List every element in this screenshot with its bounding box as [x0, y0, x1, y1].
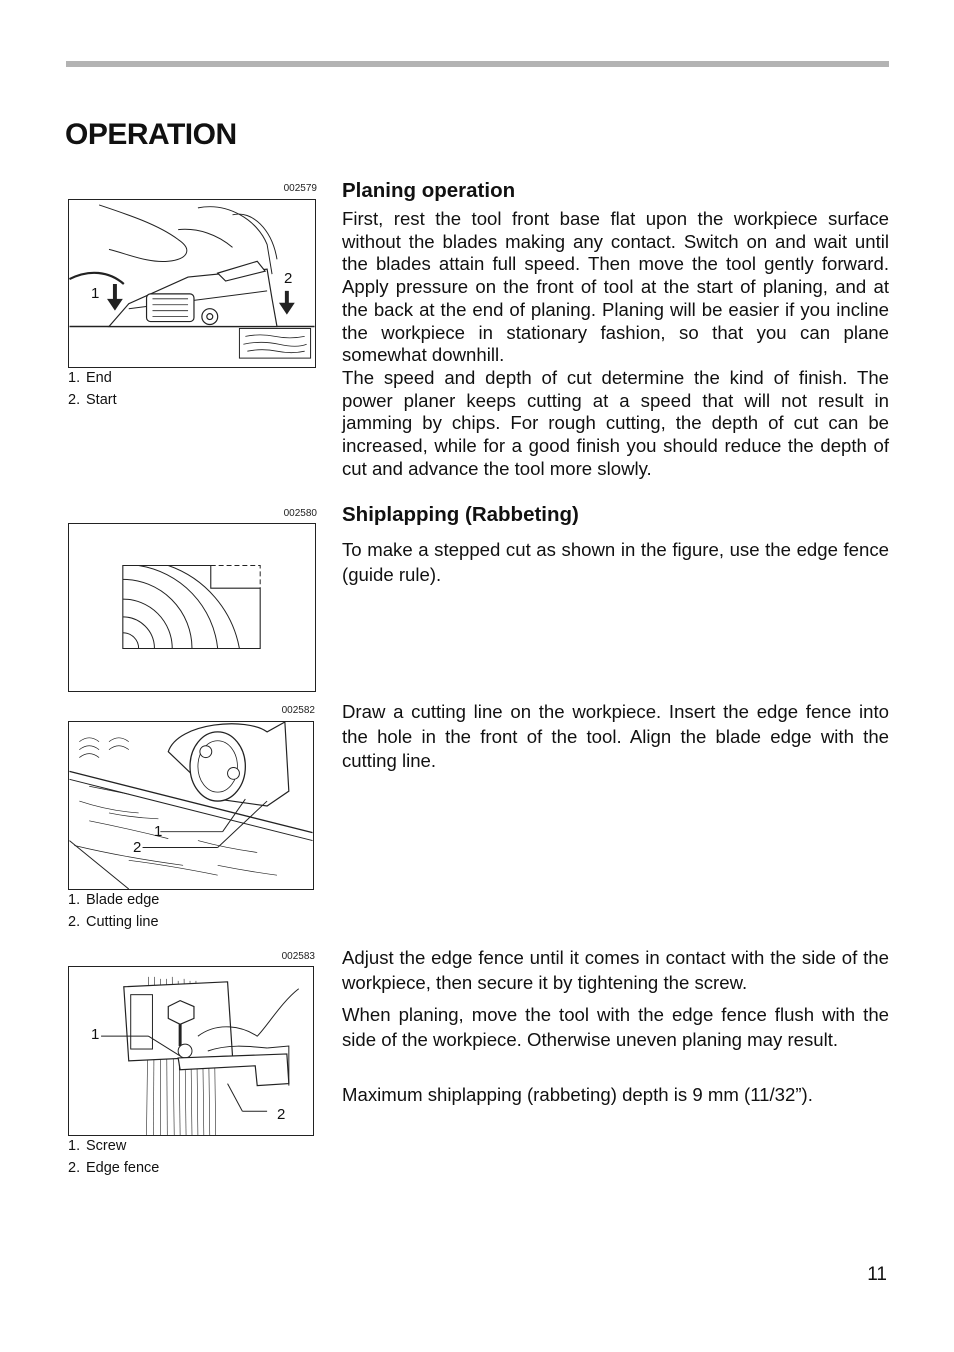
figure-legend: [68, 1135, 159, 1179]
legend-item: 1. End: [68, 370, 112, 386]
paragraph: The speed and depth of cut determine the kind of finish. The power planer keeps cutting at a speed that will not result in jamming by chips. For rough cutting, the depth of cut can be increased, while for a good finish you should reduce the depth of cut and advance the tool more slowly.: [342, 367, 889, 479]
callout-2: 2: [277, 1106, 286, 1123]
page-number: 11: [867, 1264, 887, 1285]
stepped-cut-illustration: [68, 523, 316, 692]
callout-1: 1: [154, 823, 163, 840]
legend-item: 1. Screw: [68, 1138, 127, 1154]
header-rule: [66, 61, 889, 67]
callout-2: 2: [284, 270, 293, 287]
callout-1: 1: [91, 285, 100, 302]
callout-1: 1: [91, 1026, 100, 1043]
paragraph: Adjust the edge fence until it comes in contact with the side of the workpiece, then secure it by tightening the screw.: [342, 947, 889, 993]
figure-code: 002580: [283, 508, 317, 519]
paragraph: Maximum shiplapping (rabbeting) depth is 9 mm (11/32”).: [342, 1084, 813, 1105]
legend-item: 2. Edge fence: [68, 1160, 160, 1176]
paragraph: First, rest the tool front base flat upon the workpiece surface without the blades making any contact. Switch on and wait until the blades attain full speed. Then move the tool gently forward. Apply pressure on the front of tool at the start of planing, and at the back at the end of planing. Planing will be easier if you incline the workpiece in stationary fashion, so that you can plane somewhat downhill.: [342, 208, 889, 366]
cutting-line-illustration: [68, 721, 314, 890]
figure-legend: [68, 367, 117, 411]
legend-item: 2. Start: [68, 392, 117, 408]
legend-item: 2. Cutting line: [68, 914, 159, 930]
planing-illustration: [68, 199, 316, 368]
page-title: OPERATION: [65, 118, 237, 151]
section-heading: Planing operation: [342, 179, 516, 202]
callout-2: 2: [133, 839, 142, 856]
paragraph: To make a stepped cut as shown in the figure, use the edge fence (guide rule).: [342, 539, 889, 585]
paragraph: Draw a cutting line on the workpiece. Insert the edge fence into the hole in the front of the tool. Align the blade edge with the cutting line.: [342, 701, 889, 771]
legend-item: 1. Blade edge: [68, 892, 160, 908]
section-heading: Shiplapping (Rabbeting): [342, 503, 579, 526]
paragraph: When planing, move the tool with the edge fence flush with the side of the workpiece. Otherwise uneven planing may result.: [342, 1004, 889, 1050]
figure-code: 002583: [281, 951, 315, 962]
figure-code: 002579: [283, 183, 317, 194]
figure-code: 002582: [281, 705, 315, 716]
figure-legend: [68, 889, 159, 933]
